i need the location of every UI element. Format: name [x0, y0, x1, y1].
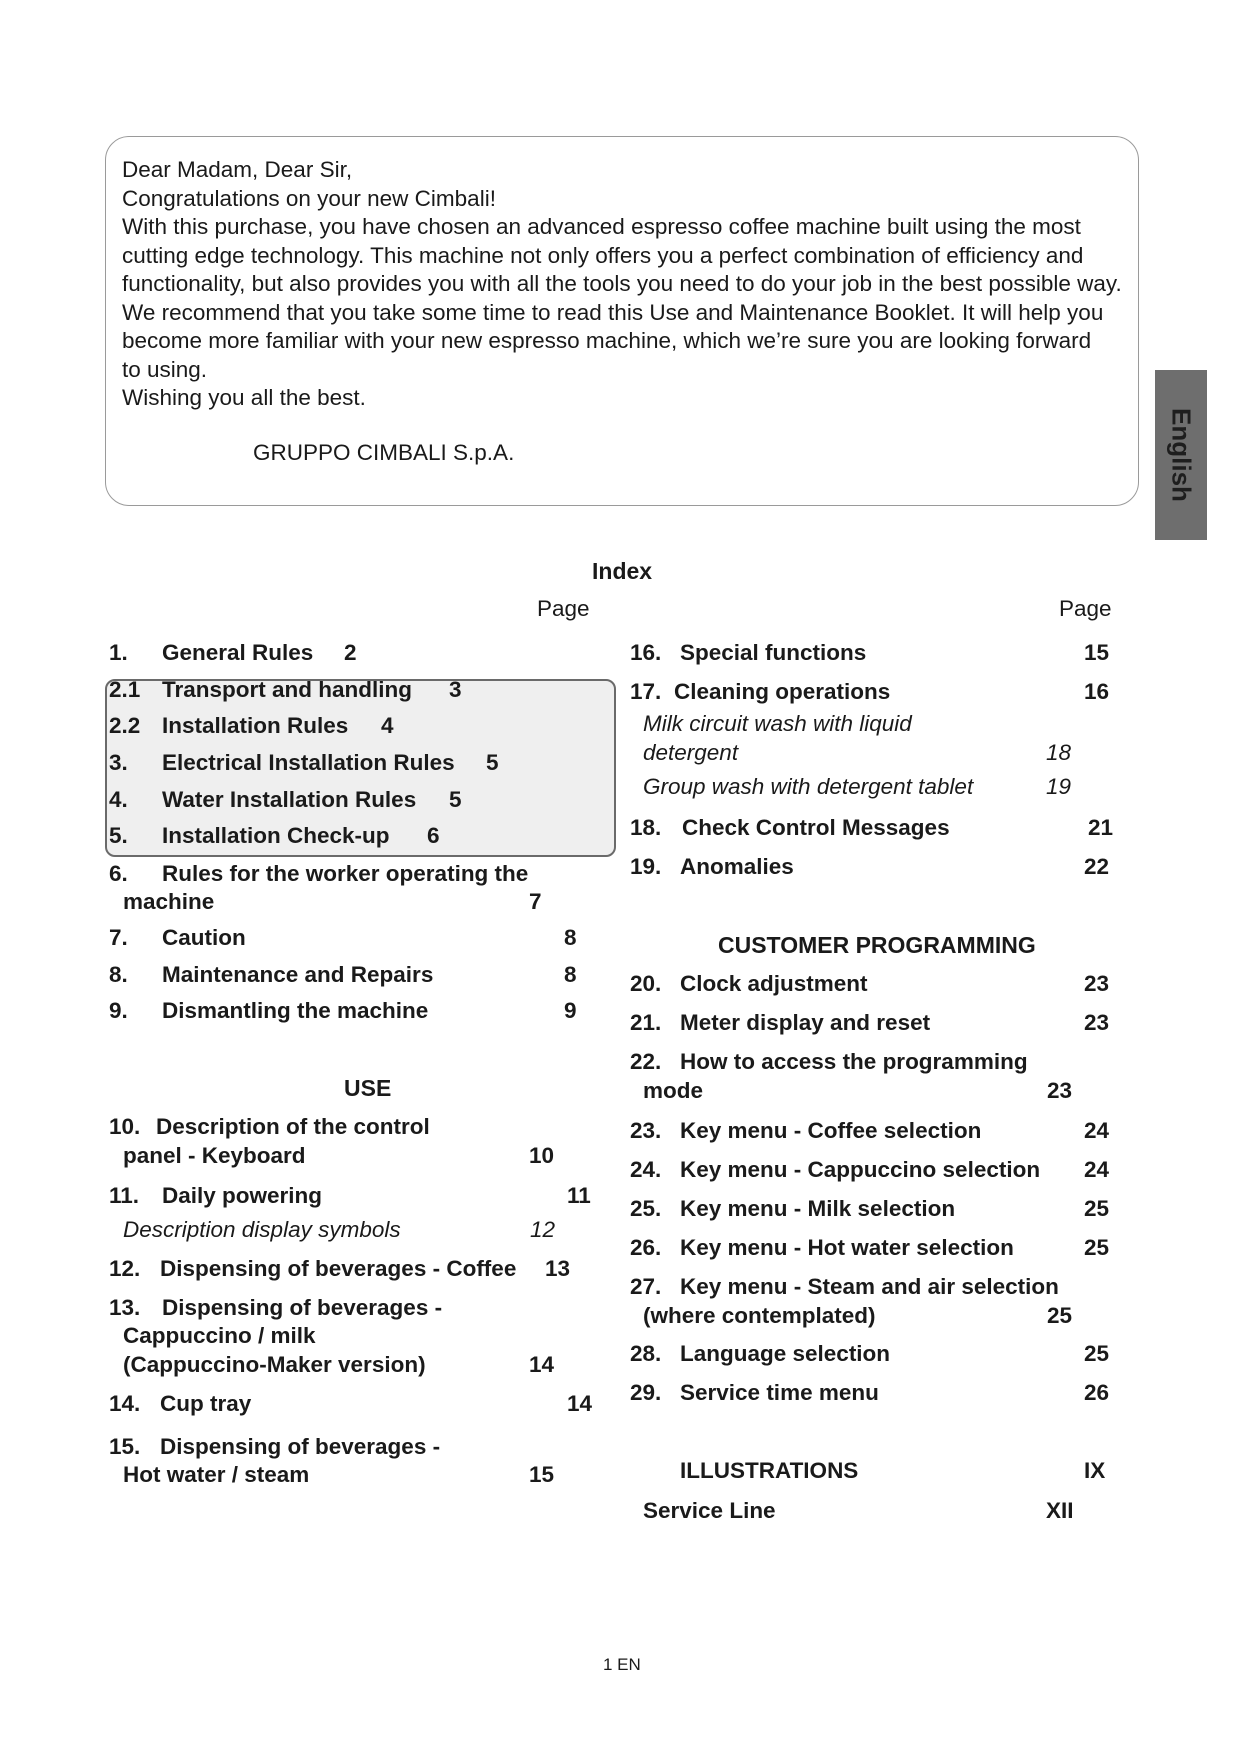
- customer-programming-heading: CUSTOMER PROGRAMMING: [718, 932, 1036, 958]
- toc-number: 29.: [630, 1380, 662, 1405]
- toc-page: 11: [567, 1183, 591, 1208]
- toc-page: 19: [1046, 774, 1072, 799]
- toc-title-cont: detergent: [643, 740, 739, 765]
- toc-title: Language selection: [680, 1341, 891, 1366]
- letter-line: With this purchase, you have chosen an advanced espresso coffee machine built using the most: [122, 214, 1081, 239]
- letter-line: cutting edge technology. This machine not only offers you a perfect combination of efficiency and: [122, 242, 1084, 268]
- letter-line: Dear Madam, Dear Sir,: [122, 157, 353, 182]
- toc-number: 12.: [109, 1256, 141, 1281]
- toc-page: 13: [545, 1256, 571, 1281]
- toc-title: Cup tray: [160, 1391, 252, 1416]
- toc-page: IX: [1084, 1458, 1106, 1483]
- toc-page: 12: [530, 1217, 556, 1242]
- toc-page: 2: [344, 640, 357, 665]
- toc-title: Rules for the worker operating the: [162, 861, 529, 886]
- toc-number: 17.: [630, 679, 662, 704]
- toc-page: 18: [1046, 740, 1072, 765]
- page-heading-right: Page: [1059, 596, 1112, 621]
- toc-page: 3: [449, 677, 462, 702]
- toc-page: 24: [1084, 1118, 1110, 1143]
- toc-title: Key menu - Milk selection: [680, 1196, 956, 1221]
- toc-title: Electrical Installation Rules: [162, 750, 455, 775]
- toc-page: 25: [1084, 1196, 1110, 1221]
- toc-page: 24: [1084, 1157, 1110, 1182]
- toc-number: 13.: [109, 1295, 141, 1320]
- toc-title: Daily powering: [162, 1183, 323, 1208]
- toc-number: 10.: [109, 1114, 141, 1139]
- toc-page: 5: [449, 787, 462, 812]
- toc-number: 5.: [109, 823, 128, 848]
- toc-number: 27.: [630, 1274, 662, 1299]
- page-number: 1 EN: [603, 1655, 641, 1674]
- toc-number: 16.: [630, 640, 662, 665]
- toc-number: 26.: [630, 1235, 662, 1260]
- toc-title: Key menu - Coffee selection: [680, 1118, 982, 1143]
- letter-line: become more familiar with your new espresso machine, which we’re sure you are looking forward: [122, 328, 1092, 353]
- toc-title: Transport and handling: [162, 677, 413, 702]
- toc-number: 4.: [109, 787, 128, 812]
- toc-title-cont: Hot water / steam: [123, 1462, 310, 1487]
- toc-title: Key menu - Cappuccino selection: [680, 1157, 1041, 1182]
- language-tab-label: English: [1166, 408, 1197, 502]
- toc-number: 8.: [109, 962, 128, 987]
- toc-page: 23: [1084, 1010, 1110, 1035]
- toc-number: 2.1: [109, 677, 141, 702]
- toc-title: Special functions: [680, 640, 867, 665]
- toc-page: 25: [1047, 1303, 1073, 1328]
- toc-number: 22.: [630, 1049, 662, 1074]
- toc-number: 21.: [630, 1010, 662, 1035]
- toc-title: How to access the programming: [680, 1049, 1028, 1074]
- toc-title: Clock adjustment: [680, 971, 868, 996]
- toc-page: 23: [1047, 1078, 1073, 1103]
- toc-page: 8: [564, 925, 577, 950]
- letter-line: Congratulations on your new Cimbali!: [122, 185, 496, 211]
- toc-number: 15.: [109, 1434, 141, 1459]
- page-heading-left: Page: [537, 596, 590, 621]
- toc-page: 5: [486, 750, 499, 775]
- toc-title: Key menu - Hot water selection: [680, 1235, 1014, 1260]
- toc-page: 9: [564, 998, 577, 1023]
- toc-number: 6.: [109, 861, 128, 886]
- toc-page: 15: [529, 1462, 555, 1487]
- toc-number: 20.: [630, 971, 662, 996]
- toc-number: 7.: [109, 925, 128, 950]
- letter-line: to using.: [122, 356, 208, 382]
- toc-page: 7: [529, 889, 542, 914]
- toc-page: 4: [381, 713, 394, 738]
- toc-page: 22: [1084, 854, 1110, 879]
- toc-page: 21: [1088, 815, 1114, 840]
- toc-page: 25: [1084, 1341, 1110, 1366]
- toc-page: 6: [427, 823, 440, 848]
- toc-title-cont: panel - Keyboard: [123, 1143, 306, 1168]
- toc-title: Milk circuit wash with liquid: [643, 711, 912, 736]
- letter-text: [122, 156, 1182, 413]
- toc-title: Group wash with detergent tablet: [643, 774, 974, 799]
- use-heading: USE: [344, 1075, 392, 1101]
- toc-title-cont: machine: [123, 889, 215, 914]
- toc-number: 28.: [630, 1341, 662, 1366]
- toc-page: 8: [564, 962, 577, 987]
- toc-title: Anomalies: [680, 854, 794, 879]
- toc-title: Meter display and reset: [680, 1010, 931, 1035]
- toc-number: 24.: [630, 1157, 662, 1182]
- letter-line: functionality, but also provides you with all the tools you need to do your job in the best possible way.: [122, 271, 1122, 296]
- toc-title: Water Installation Rules: [162, 787, 417, 812]
- toc-title: Dispensing of beverages - Coffee: [160, 1256, 517, 1281]
- toc-title: Installation Rules: [162, 713, 349, 738]
- toc-title: Service Line: [643, 1498, 776, 1523]
- toc-page: 25: [1084, 1235, 1110, 1260]
- toc-page: 14: [567, 1391, 593, 1416]
- toc-number: 11.: [109, 1183, 140, 1208]
- toc-number: 2.2: [109, 713, 141, 738]
- toc-title: Description display symbols: [123, 1217, 401, 1242]
- toc-title: Dismantling the machine: [162, 998, 429, 1023]
- toc-title: Dispensing of beverages -: [160, 1434, 441, 1459]
- toc-number: 14.: [109, 1391, 141, 1416]
- toc-title-cont: Cappuccino / milk: [123, 1323, 316, 1348]
- toc-page: 26: [1084, 1380, 1110, 1405]
- signature: GRUPPO CIMBALI S.p.A.: [253, 440, 515, 465]
- letter-line: We recommend that you take some time to read this Use and Maintenance Booklet. It will help you: [122, 299, 1104, 325]
- letter-line: Wishing you all the best.: [122, 385, 366, 410]
- toc-page: XII: [1046, 1498, 1074, 1523]
- toc-title: Key menu - Steam and air selection: [680, 1274, 1059, 1299]
- toc-number: 23.: [630, 1118, 662, 1143]
- toc-title-cont: mode: [643, 1078, 704, 1103]
- toc-number: 25.: [630, 1196, 662, 1221]
- toc-number: 9.: [109, 998, 128, 1023]
- toc-title-cont: (Cappuccino-Maker version): [123, 1352, 426, 1377]
- toc-number: 18.: [630, 815, 662, 840]
- language-tab[interactable]: [1155, 370, 1207, 540]
- toc-title: Description of the control: [156, 1114, 430, 1139]
- toc-title: Caution: [162, 925, 246, 950]
- toc-title-cont: (where contemplated): [643, 1303, 876, 1328]
- toc-number: 1.: [109, 640, 128, 665]
- toc-page: 14: [529, 1352, 555, 1377]
- toc-page: 15: [1084, 640, 1110, 665]
- toc-number: 3.: [109, 750, 128, 775]
- toc-page: 23: [1084, 971, 1110, 996]
- toc-title: Service time menu: [680, 1380, 879, 1405]
- toc-number: 19.: [630, 854, 662, 879]
- index-title: Index: [592, 558, 653, 584]
- toc-title: Installation Check-up: [162, 823, 390, 848]
- toc-page: 16: [1084, 679, 1110, 704]
- toc-title: Maintenance and Repairs: [162, 962, 434, 987]
- toc-title: Dispensing of beverages -: [162, 1295, 443, 1320]
- toc-title: General Rules: [162, 640, 314, 665]
- toc-title: Cleaning operations: [674, 679, 891, 704]
- toc-title: ILLUSTRATIONS: [680, 1458, 859, 1483]
- toc-page: 10: [529, 1143, 555, 1168]
- toc-title: Check Control Messages: [682, 815, 950, 840]
